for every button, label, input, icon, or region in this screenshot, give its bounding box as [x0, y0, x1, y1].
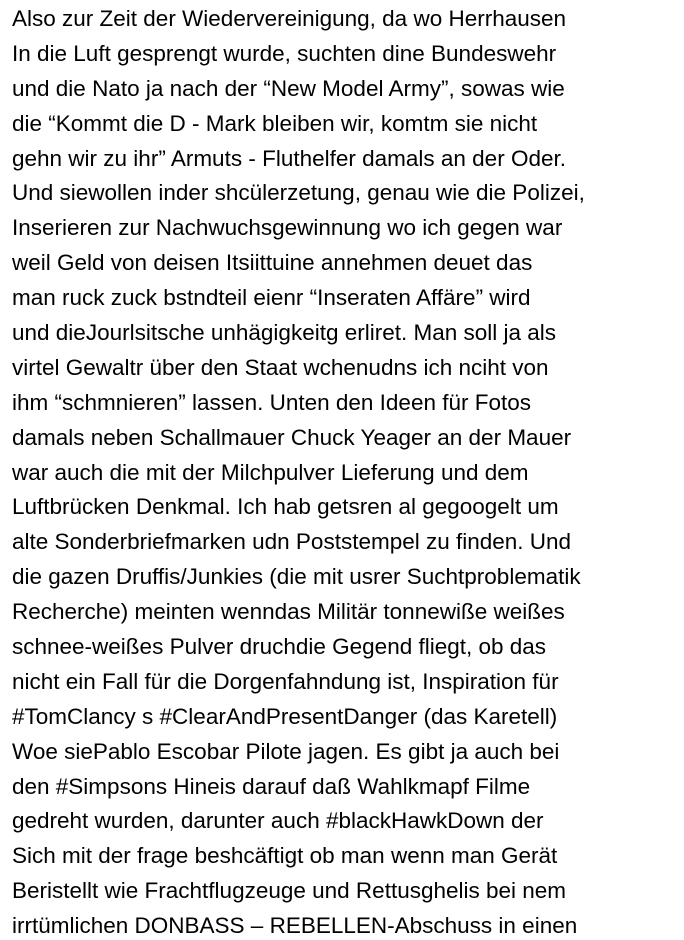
text-line-15: Luftbrücken Denkmal. Ich hab getsren al gegoogelt um	[12, 494, 559, 520]
text-line-13: damals neben Schallmauer Chuck Yeager an der Mauer	[12, 424, 572, 450]
text-line-23: den #Simpsons Hineis darauf daß Wahlkmapf Filme	[12, 773, 531, 799]
text-line-27: irrtümlichen DONBASS – REBELLEN-Abschuss in einen	[12, 913, 578, 939]
text-line-3: und die Nato ja nach der “New Model Army”, sowas wie	[12, 75, 565, 101]
text-line-18: Recherche) meinten wenndas Militär tonnewiße weißes	[12, 599, 565, 625]
text-line-5: gehn wir zu ihr” Armuts - Fluthelfer damals an der Oder.	[12, 145, 566, 171]
text-line-1: Also zur Zeit der Wiedervereinigung, da wo Herrhausen	[12, 6, 567, 31]
text-line-24: gedreht wurden, darunter auch #blackHawkDown der	[12, 808, 544, 834]
text-line-8: weil Geld von deisen Itsiittuine annehmen deuet das	[12, 250, 533, 276]
text-line-19: schnee-weißes Pulver druchdie Gegend fliegt, ob das	[12, 634, 547, 660]
text-line-4: die “Kommt die D - Mark bleiben wir, komtm sie nicht	[12, 110, 538, 136]
text-line-11: virtel Gewaltr über den Staat wchenudns ich nciht von	[12, 354, 549, 380]
body-text	[12, 2, 684, 940]
text-line-7: Inserieren zur Nachwuchsgewinnung wo ich gegen war	[12, 215, 563, 241]
text-line-25: Sich mit der frage beshcäftigt ob man wenn man Gerät	[12, 843, 558, 869]
text-line-12: ihm “schmnieren” lassen. Unten den Ideen für Fotos	[12, 389, 532, 415]
text-line-9: man ruck zuck bstndteil eienr “Inseraten Affäre” wird	[12, 285, 531, 311]
text-line-2: In die Luft gesprengt wurde, suchten dine Bundeswehr	[12, 40, 557, 66]
text-line-6: Und siewollen inder shcülerzetung, genau wie die Polizei,	[12, 180, 585, 206]
text-line-14: war auch die mit der Milchpulver Lieferung und dem	[12, 459, 529, 485]
text-line-17: die gazen Druffis/Junkies (die mit usrer Suchtproblematik	[12, 564, 581, 590]
text-line-16: alte Sonderbriefmarken udn Poststempel zu finden. Und	[12, 529, 572, 555]
text-line-10: und dieJourlsitsche unhägigkeitg erliret. Man soll ja als	[12, 320, 557, 346]
text-line-22: Woe siePablo Escobar Pilote jagen. Es gibt ja auch bei	[12, 738, 560, 764]
text-line-20: nicht ein Fall für die Dorgenfahndung ist, Inspiration für	[12, 668, 559, 694]
text-line-21: #TomClancy s #ClearAndPresentDanger (das Karetell)	[12, 703, 558, 729]
text-line-26: Beristellt wie Frachtflugzeuge und Rettusghelis bei nem	[12, 878, 567, 904]
